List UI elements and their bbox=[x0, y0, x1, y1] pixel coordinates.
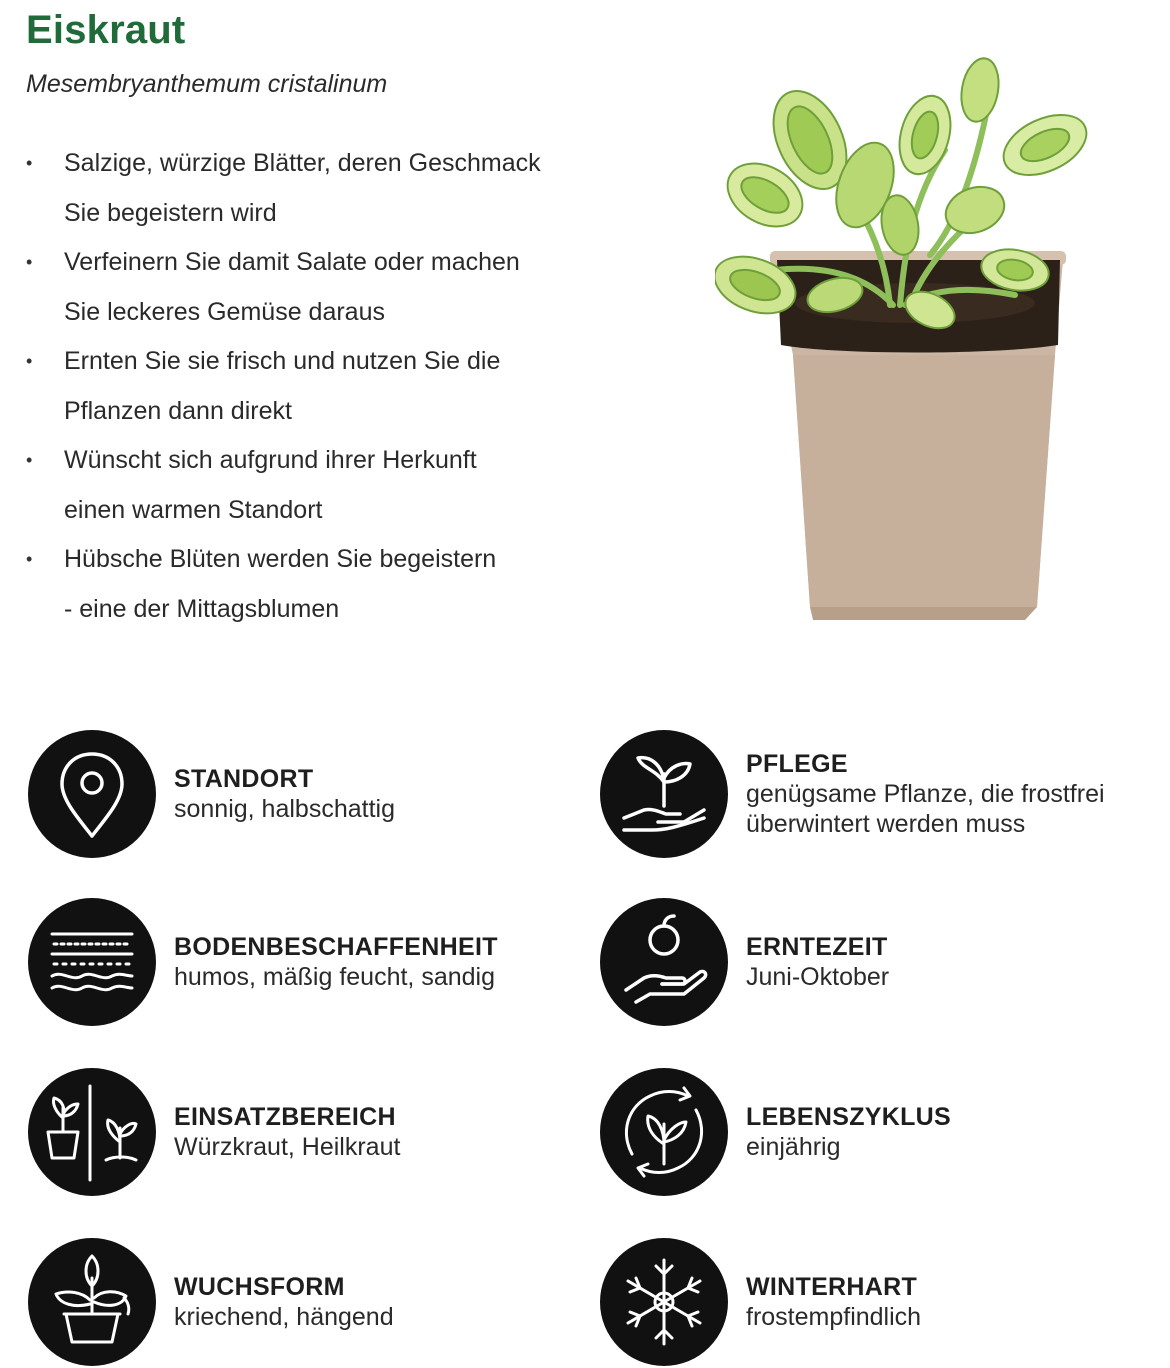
feature-label: LEBENSZYKLUS bbox=[746, 1103, 952, 1131]
feature-value: Juni-Oktober bbox=[746, 963, 890, 991]
snowflake-icon bbox=[600, 1238, 728, 1366]
feature-einsatzbereich bbox=[28, 1068, 568, 1198]
feature-label: EINSATZBEREICH bbox=[174, 1103, 396, 1131]
feature-lebenszyklus bbox=[600, 1068, 1140, 1198]
feature-value: kriechend, hängend bbox=[174, 1303, 394, 1331]
bullet-item: • Ernten Sie sie frisch und nutzen Sie die Pflanzen dann direkt bbox=[26, 337, 626, 436]
feature-label: ERNTEZEIT bbox=[746, 933, 888, 961]
bullet-item: • Hübsche Blüten werden Sie begeistern - eine der Mittagsblumen bbox=[26, 535, 626, 634]
feature-label: WUCHSFORM bbox=[174, 1273, 345, 1301]
feature-bullet-list bbox=[26, 139, 626, 634]
feature-label: BODENBESCHAFFENHEIT bbox=[174, 933, 498, 961]
location-pin-icon bbox=[28, 730, 156, 858]
feature-label: PFLEGE bbox=[746, 750, 848, 778]
potted-plant-icon bbox=[28, 1238, 156, 1366]
feature-value: humos, mäßig feucht, sandig bbox=[174, 963, 495, 991]
latin-name: Mesembryanthemum cristalinum bbox=[26, 70, 388, 98]
feature-value: Würzkraut, Heilkraut bbox=[174, 1133, 401, 1161]
bullet-item: • Salzige, würzige Blätter, deren Geschmack Sie begeistern wird bbox=[26, 139, 626, 238]
seedling-hand-icon bbox=[600, 730, 728, 858]
feature-wuchsform bbox=[28, 1238, 568, 1368]
pot-and-ground-icon bbox=[28, 1068, 156, 1196]
feature-value: einjährig bbox=[746, 1133, 841, 1161]
life-cycle-icon bbox=[600, 1068, 728, 1196]
product-title: Eiskraut bbox=[26, 8, 186, 52]
feature-bodenbeschaffenheit bbox=[28, 898, 568, 1028]
bullet-item: • Verfeinern Sie damit Salate oder machen Sie leckeres Gemüse daraus bbox=[26, 238, 626, 337]
bullet-item: • Wünscht sich aufgrund ihrer Herkunft einen warmen Standort bbox=[26, 436, 626, 535]
feature-value: frostempfindlich bbox=[746, 1303, 922, 1331]
harvest-hand-icon bbox=[600, 898, 728, 1026]
feature-standort bbox=[28, 730, 568, 860]
feature-value: überwintert werden muss bbox=[746, 810, 1026, 838]
product-plant-image bbox=[715, 55, 1115, 625]
feature-value: genügsame Pflanze, die frostfrei bbox=[746, 780, 1105, 808]
feature-winterhart bbox=[600, 1238, 1140, 1368]
feature-pflege bbox=[600, 730, 1160, 860]
feature-erntezeit bbox=[600, 898, 1140, 1028]
feature-label: WINTERHART bbox=[746, 1273, 918, 1301]
feature-label: STANDORT bbox=[174, 765, 314, 793]
soil-layers-icon bbox=[28, 898, 156, 1026]
feature-value: sonnig, halbschattig bbox=[174, 795, 395, 823]
